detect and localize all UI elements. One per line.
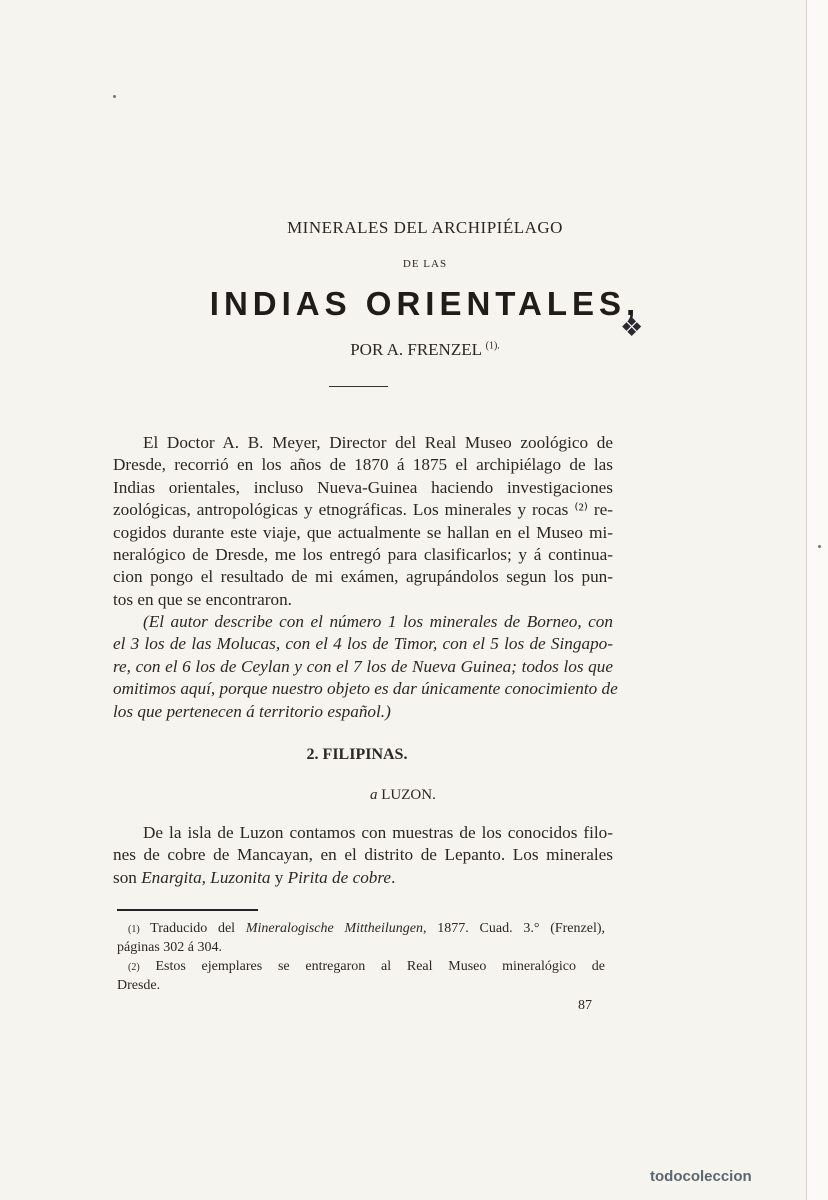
subsection-heading [370,787,436,804]
text: Mineralogische Mittheilungen [245,921,424,936]
editor-note [113,611,618,723]
text-line: De la isla de Luzon contamos con muestras de los conocidos filo- [143,823,613,842]
footnote-mark: (1) [128,924,140,935]
title-line-2: DE LAS [402,258,448,270]
text: son [113,867,142,887]
footnote-2 [128,957,605,976]
text-line: cogidos durante este viaje, que actualmente se hallan en el Museo mi- [113,522,613,542]
text-line: el 3 los de las Molucas, con el 4 los de Timor, con el 5 los de Singapo- [113,634,613,654]
luzon-paragraph [113,822,613,889]
footnote-ref-1: (1). [485,340,500,352]
footnote-divider [117,909,258,911]
author-line [0,340,828,360]
title-line-1: MINERALES DEL ARCHIPIÉLAGO [287,218,563,237]
text-line: Indias orientales, incluso Nueva-Guinea haciendo investigaciones [113,477,613,497]
text-line: El Doctor A. B. Meyer, Director del Real Museo zoológico de [143,433,613,452]
text: , [201,867,211,887]
text-line: (El autor describe con el número 1 los minerales de Borneo, con [143,612,613,631]
text: , 1877. Cuad. 3.° (Frenzel), [423,921,605,936]
page-number: 87 [578,998,592,1013]
text-line: Dresde, recorrió en los años de 1870 á 1875 el archipiélago de las [113,455,613,475]
footnotes [117,919,605,995]
intro-paragraph [113,432,613,611]
speck [113,95,116,98]
text: . [391,867,396,887]
text-line: re, con el 6 los de Ceylan y con el 7 los de Nueva Guinea; todos los que [113,656,613,676]
text-line: omitimos aquí, porque nuestro objeto es dar únicamente conocimiento de [113,679,618,699]
footnote-2-continuation: Dresde. [117,978,161,993]
mineral-name: Enargita [141,867,202,887]
text: Traducido del [139,921,246,936]
subsection-prefix: a [370,787,378,803]
subsection-name: LUZON. [381,787,436,803]
fleuron-icon: ❖ [620,313,644,343]
footnote-1-continuation: páginas 302 á 304. [117,940,222,955]
section-heading: 2. FILIPINAS. [306,746,408,763]
footnote-mark: (2) [128,962,140,973]
text-line: neralógico de Dresde, me los entregó para clasificarlos; y á continua- [113,544,613,564]
author-name: POR A. FRENZEL [350,340,482,359]
text: Estos ejemplares se entregaron al Real Museo mineralógico de [139,959,605,974]
text-line [113,867,613,889]
footnote-1 [128,919,605,938]
text-line: los que pertenecen á territorio español.) [113,701,391,721]
title-divider [329,386,388,387]
main-title: INDIAS ORIENTALES, [209,285,641,322]
text-line: nes de cobre de Mancayan, en el distrito de Lepanto. Los minerales [113,845,613,865]
speck [818,545,821,548]
text-line: tos en que se encontraron. [113,589,292,609]
mineral-name: Pirita de cobre [287,867,392,887]
watermark: todocoleccion [650,1168,752,1185]
text: y [270,867,288,887]
text-line: cion pongo el resultado de mi exámen, agrupándolos segun los pun- [113,567,613,587]
mineral-name: Luzonita [210,867,271,887]
text-line: zoológicas, antropológicas y etnográficas. Los minerales y rocas ⁽²⁾ re- [113,500,613,520]
